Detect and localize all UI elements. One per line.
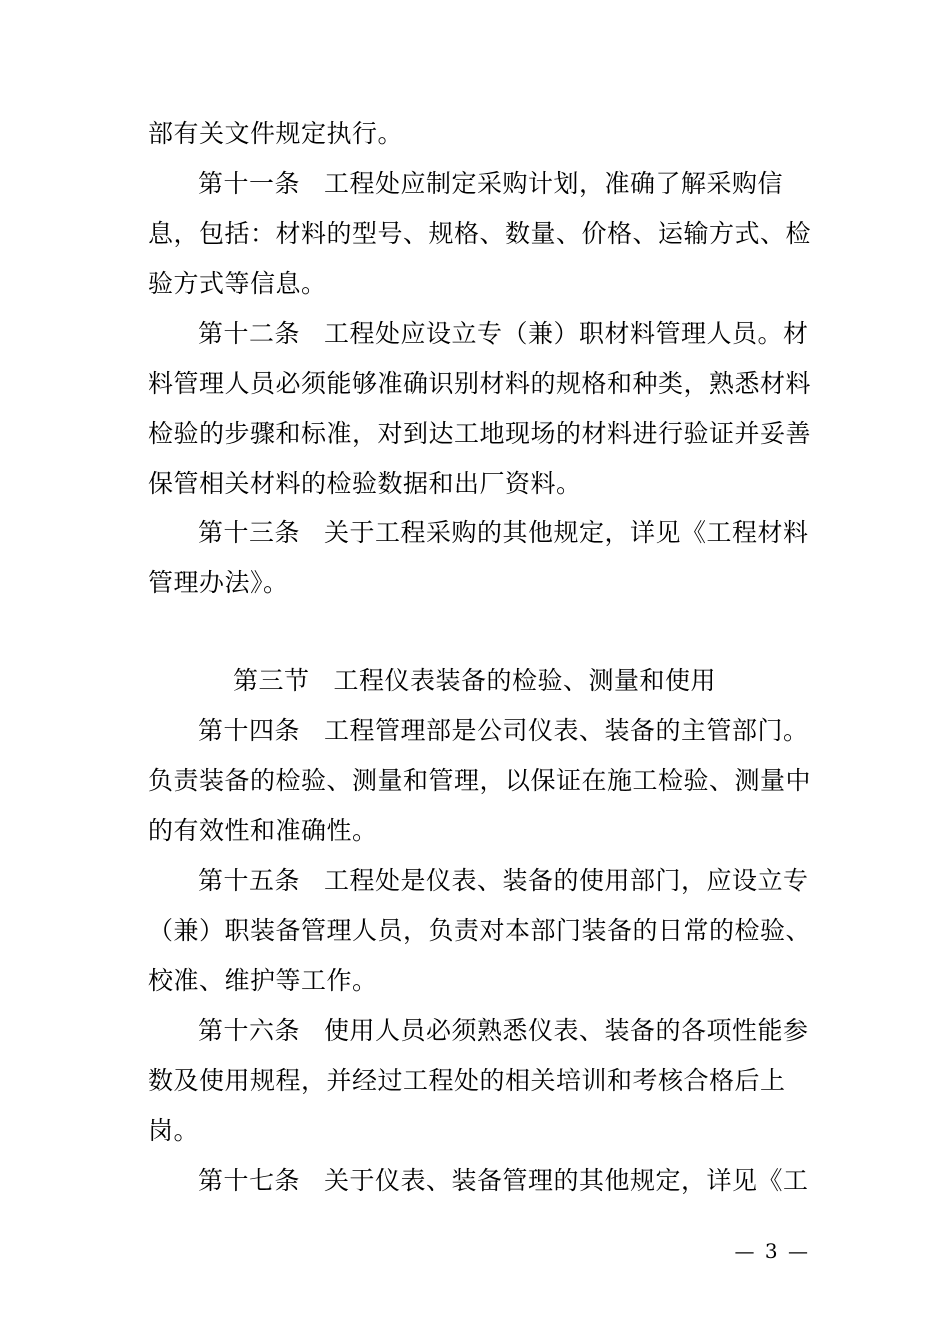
article-17 — [198, 1165, 809, 1197]
article-13 — [198, 517, 809, 549]
section-number: 第三节 — [233, 666, 310, 695]
article-text: 工程管理部是公司仪表、装备的主管部门。 — [324, 716, 809, 745]
article-number: 第十七条 — [198, 1166, 301, 1195]
section-heading — [233, 665, 716, 697]
page-number: — 3 — — [734, 1239, 810, 1263]
text-line — [148, 915, 811, 947]
line-text: 料管理人员必须能够准确识别材料的规格和种类，熟悉材料 — [148, 369, 812, 398]
article-16 — [198, 1015, 809, 1047]
article-12 — [198, 318, 809, 350]
line-text: 的有效性和准确性。 — [148, 816, 378, 845]
line-text: 验方式等信息。 — [148, 269, 327, 298]
line-text: 管理办法》。 — [148, 568, 289, 597]
article-text: 关于工程采购的其他规定，详见《工程材料 — [324, 518, 809, 547]
text-line — [148, 965, 378, 997]
text-line — [148, 1065, 786, 1097]
section-title: 工程仪表装备的检验、测量和使用 — [333, 666, 717, 695]
text-line — [148, 368, 811, 400]
article-number: 第十六条 — [198, 1016, 301, 1045]
text-line — [148, 268, 327, 300]
article-text: 工程处应制定采购计划，准确了解采购信 — [324, 169, 784, 198]
article-number: 第十一条 — [198, 169, 301, 198]
line-text: 校准、维护等工作。 — [148, 966, 378, 995]
line-text: 保管相关材料的检验数据和出厂资料。 — [148, 469, 582, 498]
text-line — [148, 1115, 199, 1147]
line-text: 检验的步骤和标准，对到达工地现场的材料进行验证并妥善 — [148, 419, 812, 448]
line-text: 部有关文件规定执行。 — [148, 119, 404, 148]
line-text: 息，包括：材料的型号、规格、数量、价格、运输方式、检 — [148, 219, 812, 248]
line-text: （兼）职装备管理人员，负责对本部门装备的日常的检验、 — [148, 916, 812, 945]
line-text: 岗。 — [148, 1116, 200, 1145]
text-line — [148, 218, 811, 250]
article-11 — [198, 168, 783, 200]
line-text: 负责装备的检验、测量和管理，以保证在施工检验、测量中 — [148, 766, 812, 795]
text-line — [148, 418, 811, 450]
text-line — [148, 765, 811, 797]
article-text: 使用人员必须熟悉仪表、装备的各项性能参 — [324, 1016, 809, 1045]
article-text: 关于仪表、装备管理的其他规定，详见《工 — [324, 1166, 809, 1195]
article-number: 第十四条 — [198, 716, 301, 745]
text-line — [148, 815, 378, 847]
article-text: 工程处应设立专（兼）职材料管理人员。材 — [324, 319, 809, 348]
article-15 — [198, 865, 809, 897]
text-line — [148, 118, 403, 150]
line-text: 数及使用规程，并经过工程处的相关培训和考核合格后上 — [148, 1066, 786, 1095]
text-line — [148, 468, 582, 500]
article-number: 第十三条 — [198, 518, 301, 547]
text-line — [148, 567, 289, 599]
article-number: 第十二条 — [198, 319, 301, 348]
article-number: 第十五条 — [198, 866, 301, 895]
article-14 — [198, 715, 809, 747]
article-text: 工程处是仪表、装备的使用部门，应设立专 — [324, 866, 809, 895]
